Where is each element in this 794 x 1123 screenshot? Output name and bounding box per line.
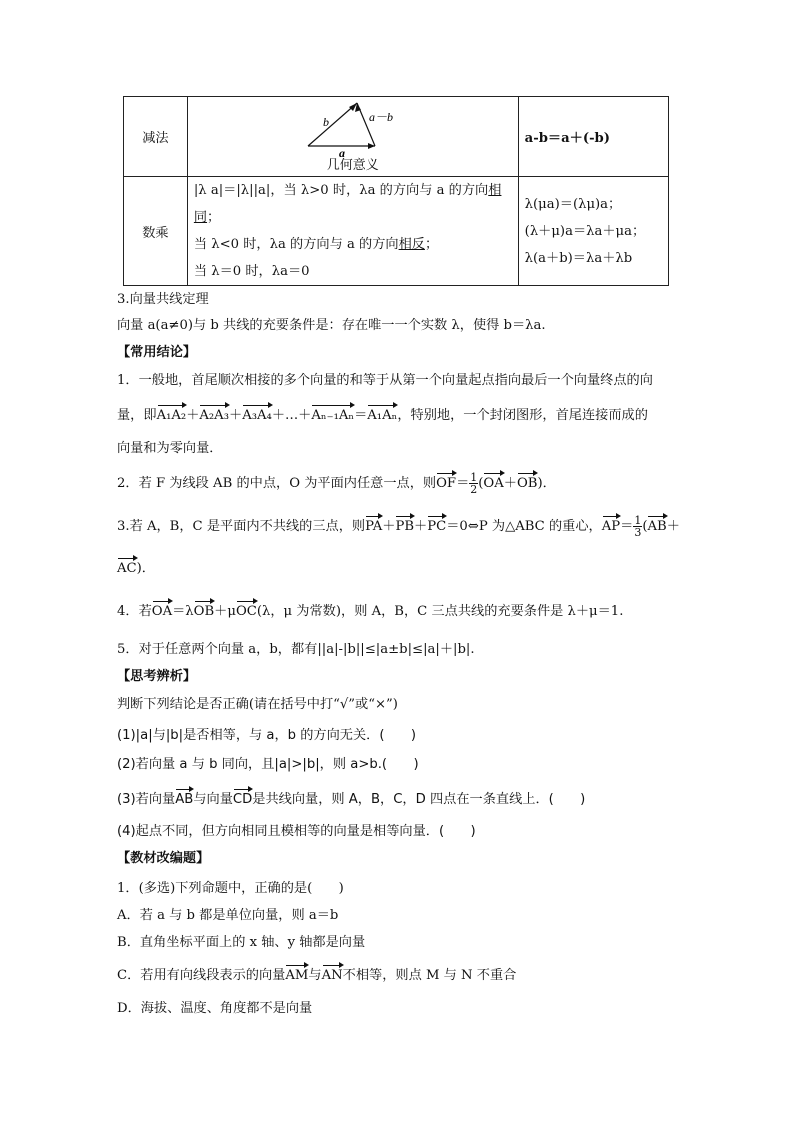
vec-ac: AC	[117, 561, 137, 576]
vec-pb: PB	[395, 519, 415, 534]
scalar-law-1: λ(μa)＝(λμ)a；	[524, 196, 622, 212]
c1-pre: 量，即	[117, 408, 157, 423]
option-d: D．海拔、温度、角度都不是向量	[117, 1001, 313, 1016]
think-heading: 【思考辨析】	[117, 669, 197, 684]
q3-post: 是共线向量，则 A，B，C，D 四点在一条直线上．( )	[252, 792, 586, 807]
vec-ob: OB	[516, 476, 538, 491]
vec-oa-4: OA	[151, 604, 173, 619]
scalar-rule-2-text: 当 λ<0 时，λa 的方向与 a 的方向	[193, 237, 399, 252]
scalar-rule-1-text: |λ a|＝|λ||a|，当 λ>0 时，λa 的方向与 a 的方向	[193, 183, 489, 198]
conclusion-3-line-2: AC)．	[117, 561, 155, 576]
conclusion-3-line-1: 3.若 A，B，C 是平面内不共线的三点，则PA＋PB＋PC＝0⇔P 为△ABC 的重心，AP＝ $\frac{1}{3}$ (AB＋	[117, 514, 680, 539]
vec-a1an: A₁Aₙ	[367, 408, 398, 423]
fraction-half	[469, 472, 478, 495]
vec-an1an: Aₙ₋₁Aₙ	[311, 408, 355, 423]
conclusion-2: 2．若 F 为线段 AB 的中点，O 为平面内任意一点，则OF＝ $\frac{1}{2}$ (OA＋OB)．	[117, 471, 556, 496]
scalar-rule-2-blank: 相反	[398, 237, 425, 252]
think-q3	[117, 788, 585, 807]
section-3-body: 向量 a(a≠0)与 b 共线的充要条件是：存在唯一一个实数 λ，使得 b＝λa.	[117, 318, 546, 333]
scalar-rule-2	[194, 231, 512, 258]
c1-mid: ＋…＋	[271, 408, 312, 423]
common-heading: 【常用结论】	[117, 345, 197, 360]
vec-am: AM	[285, 968, 309, 983]
subtraction-triangle-diagram	[188, 100, 506, 158]
vec-an: AN	[321, 968, 343, 983]
scalar-law-2: (λ＋μ)a＝λa＋μa；	[524, 223, 646, 239]
label-a-minus-b: a－b	[368, 110, 393, 124]
vec-ob-4: OB	[193, 604, 215, 619]
c3-mid: ＝0⇔P 为△ABC 的重心，	[446, 519, 602, 534]
textbook-problem-1: 1．(多选)下列命题中，正确的是( )	[117, 881, 344, 896]
vec-pc: PC	[427, 519, 447, 534]
option-b: B．直角坐标平面上的 x 轴、y 轴都是向量	[117, 935, 366, 950]
scalar-rule-3: 当 λ＝0 时，λa＝0	[193, 264, 310, 279]
c1-post: ，特别地，一个封闭图形，首尾连接而成的	[397, 408, 648, 423]
vector-operations-table	[123, 96, 669, 286]
subtraction-geometry-cell	[187, 97, 518, 177]
vec-oc-4: OC	[235, 604, 257, 619]
option-c-post: 不相等，则点 M 与 N 不重合	[342, 968, 517, 983]
vec-a3a4: A₃A₄	[242, 408, 272, 423]
frac3-den: 3	[634, 526, 642, 539]
scalar-rule-1	[194, 177, 512, 231]
conclusion-1-line-1: 1．一般地，首尾顺次相接的多个向量的和等于从第一个向量起点指向最后一个向量终点的向	[117, 373, 653, 388]
think-intro: 判断下列结论是否正确(请在括号中打“√”或“×”)	[117, 697, 398, 712]
conclusion-5: 5．对于任意两个向量 a，b，都有||a|-|b||≤|a±b|≤|a|＋|b|.	[117, 642, 475, 657]
vec-ab-q3: AB	[175, 792, 194, 807]
vec-a2a3: A₂A₃	[199, 408, 229, 423]
q3-pre: (3)若向量	[117, 792, 176, 807]
scalar-mult-laws	[518, 177, 668, 286]
subtraction-law: a-b＝a＋(-b)	[518, 97, 668, 177]
conclusion-1-line-3: 向量和为零向量．	[117, 441, 223, 456]
vec-cd-q3: CD	[232, 792, 253, 807]
subtraction-name: 减法	[124, 97, 188, 177]
conclusion-4: 4．若OA＝λOB＋μOC(λ，μ 为常数)，则 A，B，C 三点共线的充要条件是 λ＋μ＝1.	[117, 604, 624, 619]
option-c-mid: 与	[308, 968, 322, 983]
scalar-rule-2-end: ；	[424, 237, 439, 252]
c4-pre: 4．若	[117, 604, 152, 619]
c4-post: (λ，μ 为常数)，则 A，B，C 三点共线的充要条件是 λ＋μ＝1.	[256, 604, 624, 619]
think-q4: (4)起点不同，但方向相同且模相等的向量是相等向量．( )	[117, 824, 476, 839]
fraction-third	[633, 515, 642, 538]
scalar-mult-name: 数乘	[124, 177, 188, 286]
q3-mid: 与向量	[193, 792, 233, 807]
scalar-rule-1-end: ；	[207, 210, 221, 225]
geometry-caption: 几何意义	[326, 158, 379, 173]
textbook-heading: 【教材改编题】	[117, 851, 210, 866]
frac-num: 1	[470, 471, 478, 484]
vec-a1a2: A₁A₂	[156, 408, 187, 423]
vec-ap: AP	[601, 519, 621, 534]
option-c-pre: C．若用有向线段表示的向量	[117, 968, 286, 983]
scalar-mult-rules	[187, 177, 518, 286]
c3-pre: 3.若 A，B，C 是平面内不共线的三点，则	[117, 519, 366, 534]
vector-b-line	[308, 103, 357, 146]
vec-ab: AB	[647, 519, 667, 534]
think-q1: (1)|a|与|b|是否相等，与 a，b 的方向无关．( )	[117, 728, 417, 743]
vec-pa: PA	[365, 519, 383, 534]
frac-den: 2	[470, 483, 478, 496]
label-b: b	[322, 115, 329, 129]
scalar-mult-row	[124, 177, 669, 286]
label-a: a	[338, 146, 345, 158]
subtraction-row	[124, 97, 669, 177]
option-a: A．若 a 与 b 都是单位向量，则 a＝b	[117, 908, 339, 923]
conclusion-1-line-2: 量，即A₁A₂＋A₂A₃＋A₃A₄＋…＋Aₙ₋₁Aₙ＝A₁Aₙ，特别地，一个封闭图形，首尾连接而成的	[117, 408, 648, 423]
c2-pre: 2．若 F 为线段 AB 的中点，O 为平面内任意一点，则	[117, 476, 437, 491]
think-q2: (2)若向量 a 与 b 同向，且|a|>|b|，则 a>b.( )	[117, 757, 419, 772]
vec-oa: OA	[483, 476, 504, 491]
section-3-title: 3.向量共线定理	[117, 292, 209, 307]
vec-of: OF	[436, 476, 457, 491]
frac3-num: 1	[634, 514, 642, 527]
scalar-rule-1-blank: 相同	[193, 183, 502, 225]
scalar-law-3: λ(a＋b)＝λa＋λb	[524, 250, 633, 266]
option-c	[117, 964, 516, 983]
